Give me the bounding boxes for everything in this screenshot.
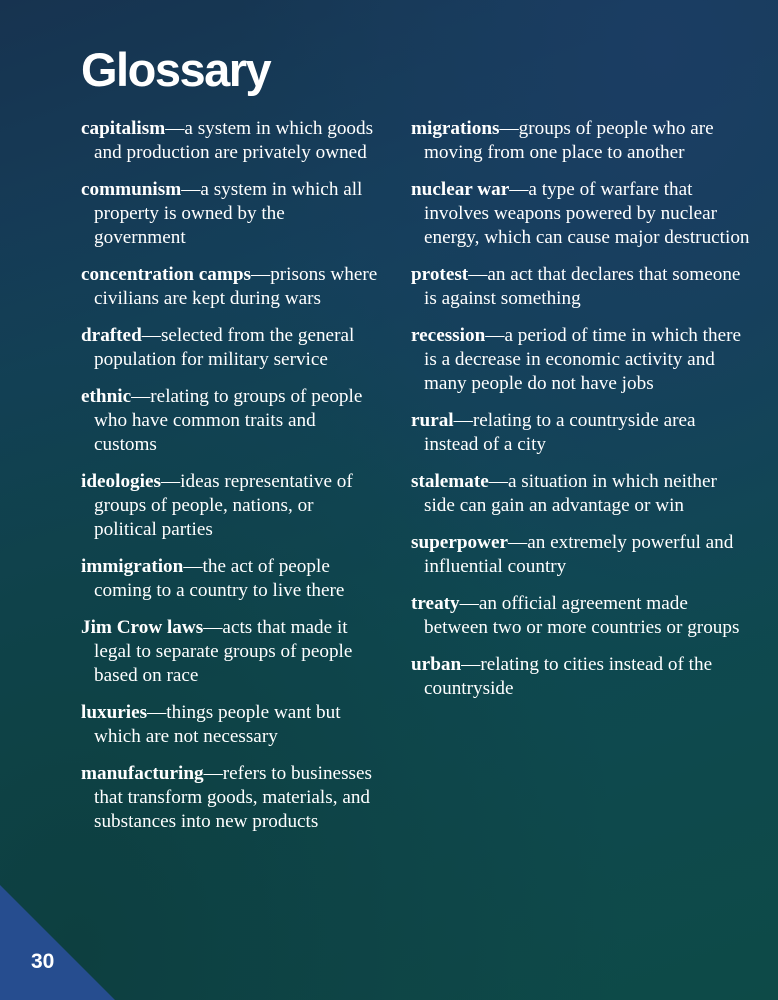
glossary-term: rural [411, 410, 454, 431]
glossary-definition: —an extremely powerful and influential country [424, 532, 734, 577]
glossary-column-right [411, 117, 751, 701]
glossary-entry [411, 592, 751, 640]
glossary-term: ethnic [81, 386, 132, 407]
glossary-definition: —things people want but which are not necessary [94, 702, 341, 747]
glossary-definition: —a period of time in which there is a decrease in economic activity and many people do not have jobs [424, 325, 742, 394]
glossary-entry [411, 470, 751, 518]
glossary-definition: —a system in which all property is owned by the government [94, 179, 363, 248]
glossary-entry [81, 470, 381, 542]
glossary-term: luxuries [81, 702, 148, 723]
glossary-definition: —acts that made it legal to separate groups of people based on race [94, 617, 353, 686]
glossary-entry [411, 653, 751, 701]
glossary-term: treaty [411, 593, 460, 614]
glossary-term: urban [411, 654, 462, 675]
glossary-term: immigration [81, 556, 184, 577]
glossary-term: superpower [411, 532, 508, 553]
glossary-term: migrations [411, 118, 500, 139]
glossary-definition: —ideas representative of groups of people, nations, or political parties [94, 471, 353, 540]
glossary-term: communism [81, 179, 182, 200]
glossary-definition: —relating to groups of people who have common traits and customs [94, 386, 363, 455]
page-number: 30 [31, 950, 55, 973]
glossary-term: capitalism [81, 118, 166, 139]
glossary-entry [81, 117, 381, 165]
glossary-definition: —prisons where civilians are kept during wars [94, 264, 378, 309]
glossary-definition: —an act that declares that someone is against something [424, 264, 741, 309]
glossary-entry [81, 616, 381, 688]
glossary-entry [81, 762, 381, 834]
glossary-entry [411, 263, 751, 311]
glossary-entry [411, 178, 751, 250]
glossary-term: concentration camps [81, 264, 251, 285]
glossary-term: nuclear war [411, 179, 510, 200]
glossary-entry [411, 409, 751, 457]
glossary-term: drafted [81, 325, 142, 346]
glossary-term: ideologies [81, 471, 161, 492]
glossary-entry [411, 324, 751, 396]
glossary-definition: —relating to cities instead of the countryside [424, 654, 713, 699]
glossary-term: recession [411, 325, 486, 346]
glossary-term: Jim Crow laws [81, 617, 204, 638]
glossary-column-left [81, 117, 381, 834]
glossary-term: manufacturing [81, 763, 204, 784]
glossary-definition: —relating to a countryside area instead of a city [424, 410, 696, 455]
glossary-definition: —a system in which goods and production are privately owned [94, 118, 374, 163]
glossary-entry [81, 263, 381, 311]
glossary-entry [411, 531, 751, 579]
glossary-entry [81, 178, 381, 250]
glossary-definition: —selected from the general population for military service [94, 325, 355, 370]
glossary-entry [81, 324, 381, 372]
glossary-term: protest [411, 264, 469, 285]
glossary-entry [411, 117, 751, 165]
glossary-definition: —a type of warfare that involves weapons powered by nuclear energy, which can cause major destruction [424, 179, 750, 248]
glossary-definition: —an official agreement made between two or more countries or groups [424, 593, 740, 638]
glossary-definition: —the act of people coming to a country to live there [94, 556, 345, 601]
glossary-entry [81, 385, 381, 457]
glossary-entry [81, 701, 381, 749]
glossary-entry [81, 555, 381, 603]
glossary-definition: —groups of people who are moving from one place to another [424, 118, 714, 163]
glossary-definition: —refers to businesses that transform goods, materials, and substances into new products [94, 763, 372, 832]
corner-page-badge [0, 885, 115, 1000]
glossary-definition: —a situation in which neither side can gain an advantage or win [424, 471, 717, 516]
page-title: Glossary [81, 43, 271, 96]
glossary-term: stalemate [411, 471, 489, 492]
